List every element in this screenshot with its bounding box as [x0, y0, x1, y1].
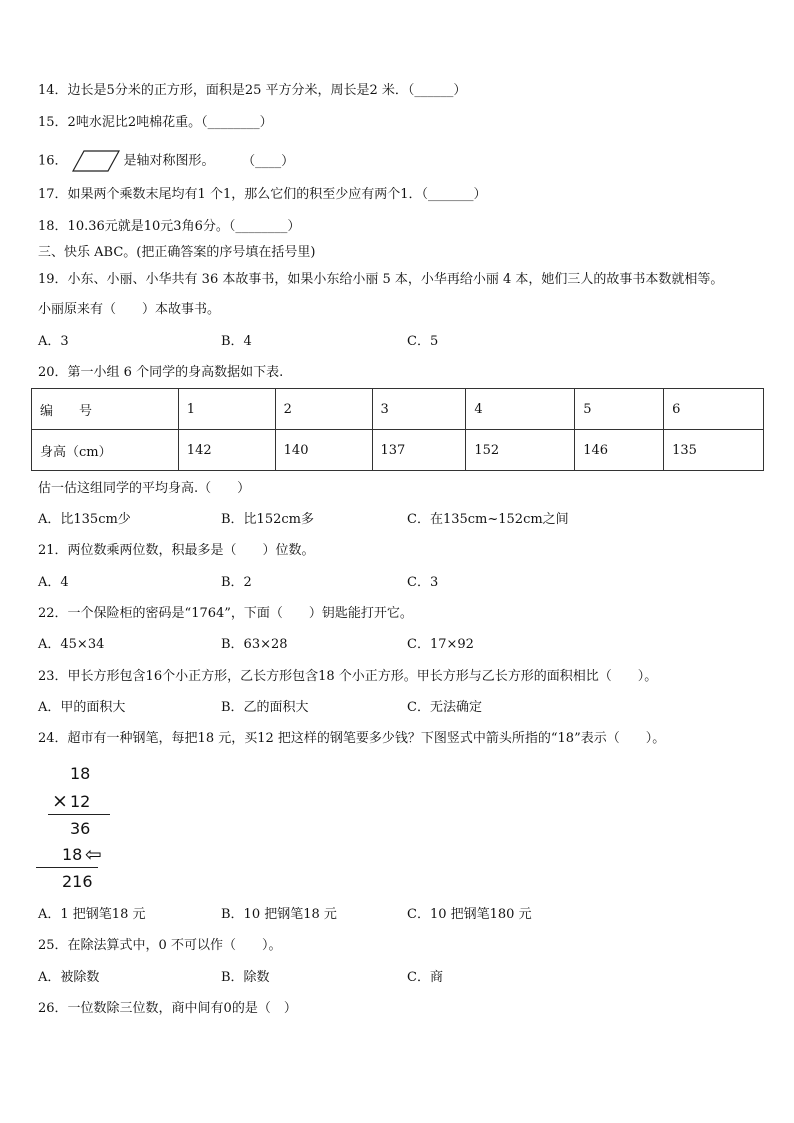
q25-option-c: C．商: [407, 970, 443, 985]
calc-divider: [48, 814, 110, 815]
section-3-heading: 三、快乐 ABC。(把正确答案的序号填在括号里): [38, 245, 316, 260]
calc-result: 216: [62, 872, 93, 891]
q25-option-a: A．被除数: [38, 970, 100, 985]
table-cell: 5: [575, 389, 664, 430]
question-14: 14．边长是5分米的正方形，面积是25 平方分米，周长是2 米．（______）: [38, 83, 467, 98]
table-cell: 3: [372, 389, 466, 430]
left-arrow-icon: ⇦: [85, 842, 102, 866]
question-16-number: 16．: [38, 153, 68, 169]
q23-option-c: C．无法确定: [407, 700, 482, 715]
q21-option-c: C．3: [407, 575, 439, 590]
table-cell: 2: [275, 389, 372, 430]
table-header-number: 编 号: [32, 389, 179, 430]
question-20-stem: 20．第一小组 6 个同学的身高数据如下表.: [38, 365, 284, 380]
q20-option-c: C．在135cm~152cm之间: [407, 512, 569, 527]
q24-option-b: B．10 把钢笔18 元: [221, 907, 337, 922]
question-18: 18．10.36元就是10元3角6分。（________）: [38, 219, 301, 234]
question-24-stem: 24．超市有一种钢笔，每把18 元，买12 把这样的钢笔要多少钱？下图竖式中箭头所指的“18”表示（ ）。: [38, 731, 666, 746]
table-header-height: 身高（cm）: [32, 430, 179, 471]
table-cell: 152: [466, 430, 575, 471]
q19-option-a: A．3: [38, 334, 69, 349]
question-19-line2: 小丽原来有（ ）本故事书。: [38, 302, 221, 317]
question-16-text: 是轴对称图形。: [123, 153, 215, 169]
question-25-stem: 25．在除法算式中，0 不可以作（ ）。: [38, 938, 282, 953]
question-26: 26．一位数除三位数，商中间有0的是（ ）: [38, 1001, 297, 1016]
q21-option-b: B．2: [221, 575, 252, 590]
q19-option-b: B．4: [221, 334, 252, 349]
table-cell: 137: [372, 430, 466, 471]
calc-partial-1: 36: [70, 819, 91, 838]
parallelogram-figure: [72, 150, 120, 172]
question-16-blank: （____）: [248, 153, 295, 169]
q22-option-c: C．17×92: [407, 637, 474, 652]
q21-option-a: A．4: [38, 575, 69, 590]
table-cell: 4: [466, 389, 575, 430]
times-icon: ×: [52, 790, 68, 812]
q23-option-a: A．甲的面积大: [38, 700, 126, 715]
calc-divider: [36, 867, 98, 868]
height-table: [31, 388, 764, 471]
table-cell: 146: [575, 430, 664, 471]
q20-option-a: A．比135cm少: [38, 512, 131, 527]
question-20-question: 估一估这组同学的平均身高.（ ）: [38, 481, 251, 496]
table-cell: 140: [275, 430, 372, 471]
question-23-stem: 23．甲长方形包含16个小正方形，乙长方形包含18 个小正方形。甲长方形与乙长方形的面积相比（ ）。: [38, 669, 658, 684]
table-cell: 1: [178, 389, 275, 430]
calc-partial-2: 18: [62, 845, 83, 864]
q25-option-b: B．除数: [221, 970, 270, 985]
question-21-stem: 21．两位数乘两位数，积最多是（ ）位数。: [38, 543, 315, 558]
q20-option-b: B．比152cm多: [221, 512, 314, 527]
calc-multiplicand: 18: [70, 764, 91, 783]
question-17: 17．如果两个乘数末尾均有1 个1，那么它们的积至少应有两个1．（_______）: [38, 187, 487, 202]
question-16: [38, 150, 294, 172]
table-cell: 135: [664, 430, 764, 471]
calc-multiplier: 12: [70, 792, 91, 811]
table-cell: 6: [664, 389, 764, 430]
q22-option-a: A．45×34: [38, 637, 105, 652]
q24-option-c: C．10 把钢笔180 元: [407, 907, 532, 922]
q23-option-b: B．乙的面积大: [221, 700, 309, 715]
question-19-line1: 19．小东、小丽、小华共有 36 本故事书，如果小东给小丽 5 本，小华再给小丽 4 本，她们三人的故事书本数就相等。: [38, 272, 724, 287]
vertical-multiplication: [30, 760, 130, 895]
q22-option-b: B．63×28: [221, 637, 288, 652]
q19-option-c: C．5: [407, 334, 439, 349]
table-row: [32, 430, 764, 471]
question-15: 15．2吨水泥比2吨棉花重。（________）: [38, 115, 273, 130]
table-cell: 142: [178, 430, 275, 471]
q24-option-a: A．1 把钢笔18 元: [38, 907, 146, 922]
table-row: [32, 389, 764, 430]
question-22-stem: 22．一个保险柜的密码是“1764”，下面（ ）钥匙能打开它。: [38, 606, 413, 621]
